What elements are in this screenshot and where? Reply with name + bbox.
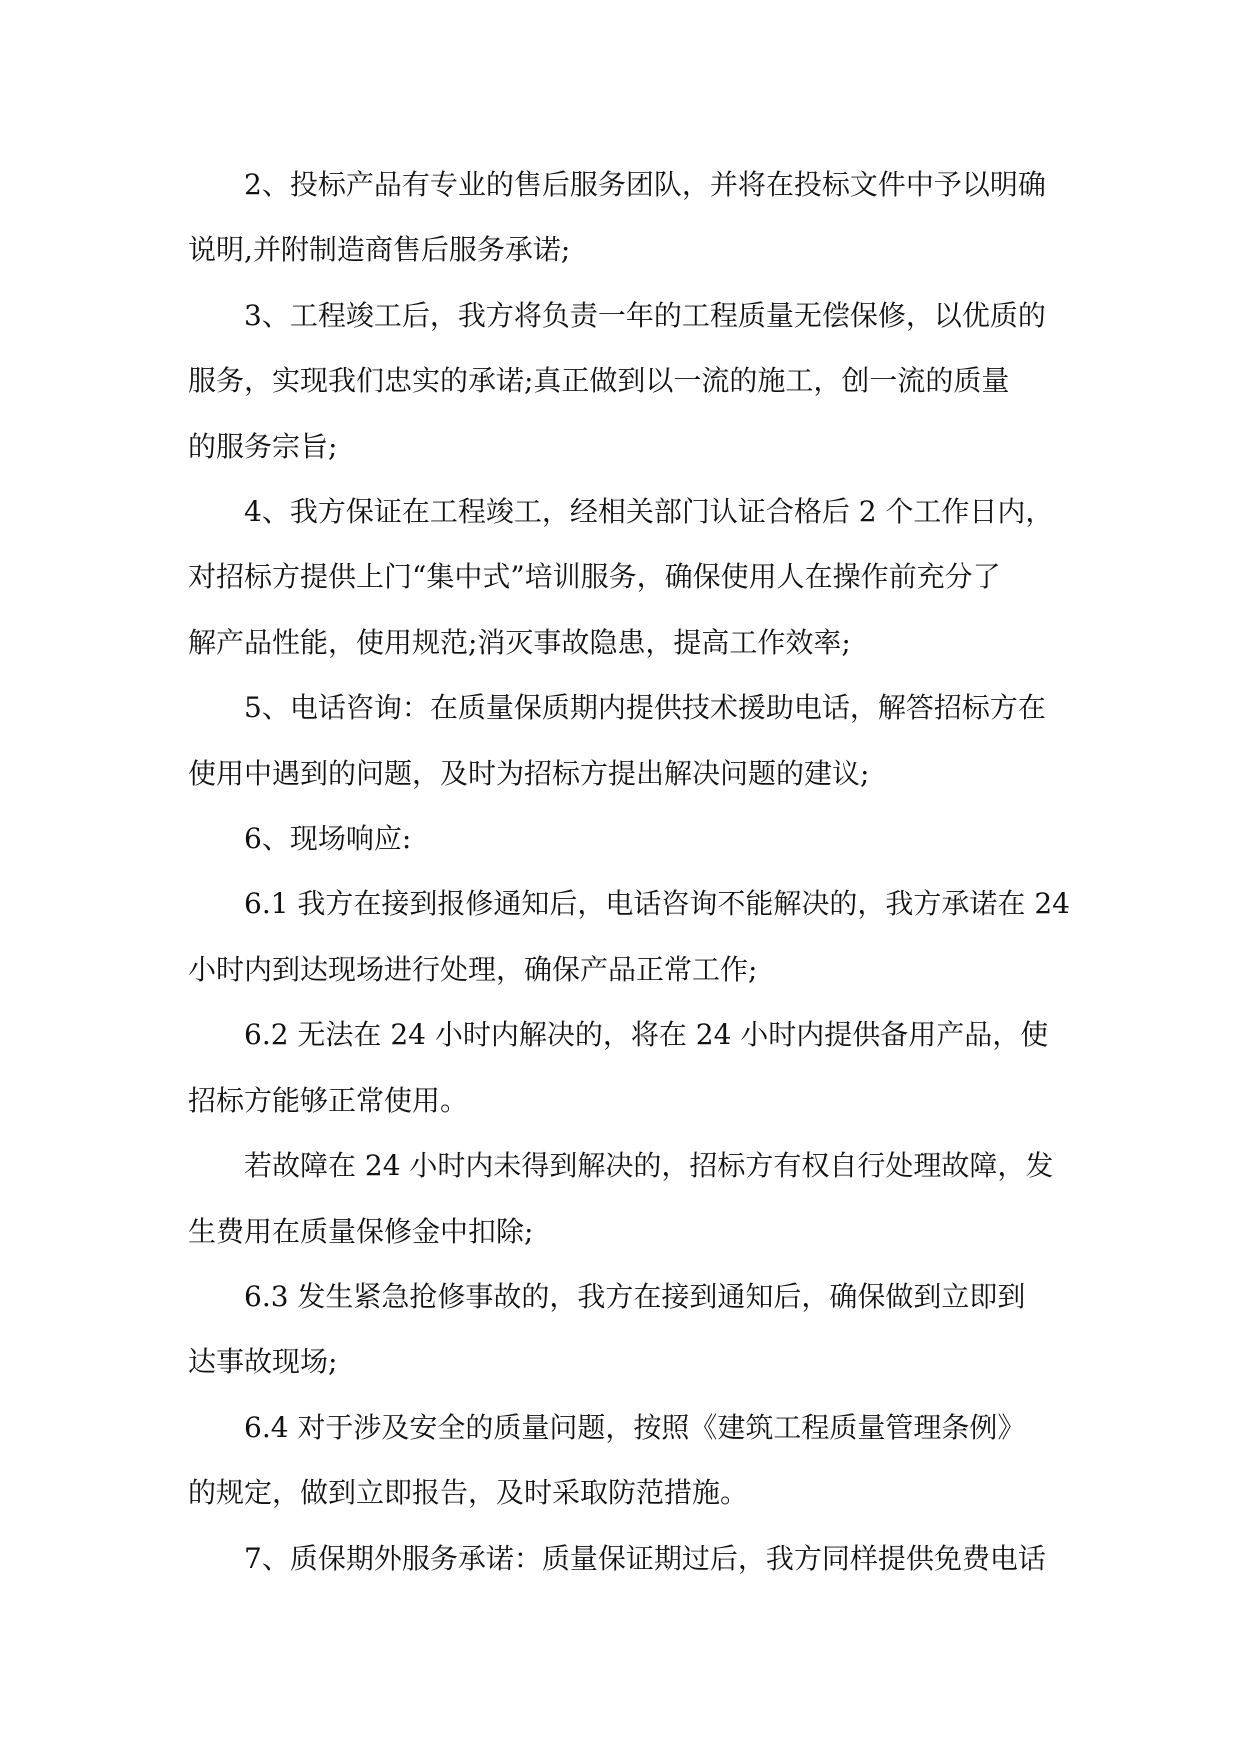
text-line: 4、我方保证在工程竣工，经相关部门认证合格后 2 个工作日内， — [244, 495, 1054, 529]
text-line: 6.4 对于涉及安全的质量问题，按照《建筑工程质量管理条例》 — [244, 1410, 1026, 1444]
paragraph-item-6-1 — [188, 871, 1068, 1002]
text-line: 5、电话咨询：在质量保质期内提供技术援助电话，解答招标方在 — [244, 691, 1046, 725]
paragraph-item-2 — [188, 152, 1068, 283]
text-line: 6.3 发生紧急抢修事故的，我方在接到通知后，确保做到立即到 — [244, 1279, 1026, 1313]
text-line: 服务，实现我们忠实的承诺;真正做到以一流的施工，创一流的质量 — [188, 364, 1010, 398]
text-line: 小时内到达现场进行处理，确保产品正常工作; — [188, 952, 758, 986]
text-line: 6、现场响应: — [244, 822, 412, 856]
paragraph-item-5 — [188, 675, 1068, 806]
text-line: 的规定，做到立即报告，及时采取防范措施。 — [188, 1476, 749, 1510]
text-line: 招标方能够正常使用。 — [188, 1083, 469, 1117]
text-line: 6.1 我方在接到报修通知后，电话咨询不能解决的，我方承诺在 24 — [244, 887, 1070, 921]
text-line: 生费用在质量保修金中扣除; — [188, 1214, 534, 1248]
paragraph-fault-handling — [188, 1133, 1068, 1264]
text-line: 2、投标产品有专业的售后服务团队，并将在投标文件中予以明确 — [244, 168, 1046, 201]
paragraph-item-6 — [188, 806, 1068, 871]
text-line: 6.2 无法在 24 小时内解决的，将在 24 小时内提供备用产品，使 — [244, 1018, 1049, 1052]
paragraph-item-3 — [188, 283, 1068, 479]
text-line: 3、工程竣工后，我方将负责一年的工程质量无偿保修，以优质的 — [244, 298, 1046, 332]
text-line: 达事故现场; — [188, 1345, 338, 1379]
paragraph-item-6-3 — [188, 1264, 1068, 1395]
paragraph-item-7 — [188, 1526, 1068, 1591]
text-line: 解产品性能，使用规范;消灭事故隐患，提高工作效率; — [188, 625, 851, 659]
text-line: 7、质保期外服务承诺：质量保证期过后，我方同样提供免费电话 — [244, 1541, 1046, 1575]
text-line: 说明,并附制造商售后服务承诺; — [188, 233, 571, 267]
text-line: 若故障在 24 小时内未得到解决的，招标方有权自行处理故障，发 — [244, 1149, 1054, 1183]
body-text — [188, 152, 1068, 1591]
paragraph-item-6-4 — [188, 1395, 1068, 1526]
paragraph-item-4 — [188, 479, 1068, 675]
text-line: 的服务宗旨; — [188, 429, 338, 463]
text-line: 使用中遇到的问题，及时为招标方提出解决问题的建议; — [188, 756, 870, 790]
text-line: 对招标方提供上门“集中式”培训服务，确保使用人在操作前充分了 — [188, 560, 1001, 594]
paragraph-item-6-2 — [188, 1002, 1068, 1133]
